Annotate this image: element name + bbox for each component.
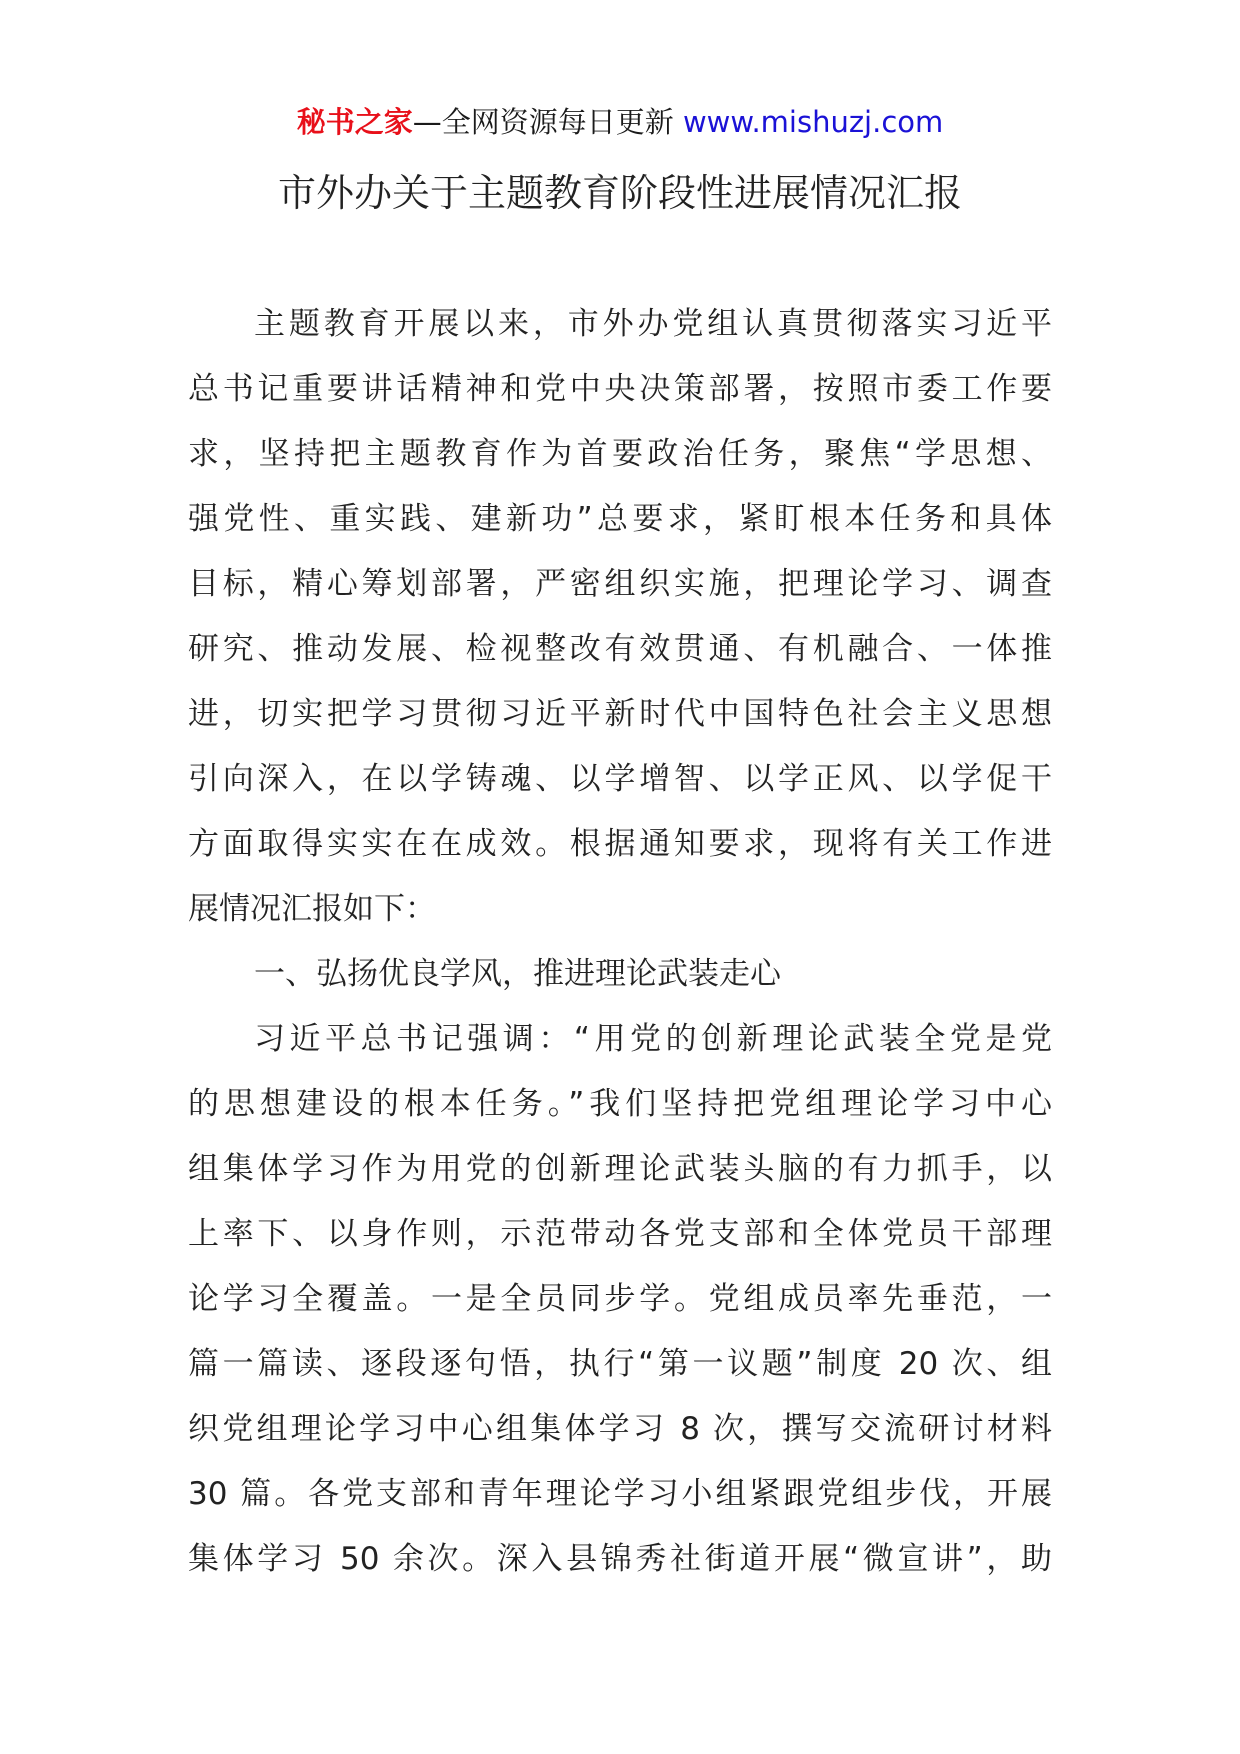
paragraph-line: 论学习全覆盖。一是全员同步学。党组成员率先垂范，一 [188, 1281, 1052, 1317]
site-url-link[interactable]: www.mishuzj.com [682, 105, 944, 139]
paragraph-line: 集体学习 50 余次。深入县锦秀社街道开展“微宣讲”，助 [188, 1541, 1052, 1577]
paragraph-line: 引向深入，在以学铸魂、以学增智、以学正风、以学促干 [188, 761, 1052, 797]
paragraph-line: 进，切实把学习贯彻习近平新时代中国特色社会主义思想 [188, 696, 1052, 732]
paragraph-line: 30 篇。各党支部和青年理论学习小组紧跟党组步伐，开展 [188, 1476, 1052, 1512]
paragraph-line: 方面取得实实在在成效。根据通知要求，现将有关工作进 [188, 826, 1052, 862]
paragraph-line: 上率下、以身作则，示范带动各党支部和全体党员干部理 [188, 1216, 1052, 1252]
paragraph-line: 目标，精心筹划部署，严密组织实施，把理论学习、调查 [188, 566, 1052, 602]
paragraph-line: 研究、推动发展、检视整改有效贯通、有机融合、一体推 [188, 631, 1052, 667]
site-tagline: —全网资源每日更新 [412, 105, 683, 139]
paragraph-line: 组集体学习作为用党的创新理论武装头脑的有力抓手，以 [188, 1151, 1052, 1187]
paragraph-intro [188, 292, 1052, 942]
paragraph-line: 展情况汇报如下： [188, 891, 436, 927]
paragraph-line: 习近平总书记强调：“用党的创新理论武装全党是党 [254, 1021, 1052, 1057]
paragraph-line: 织党组理论学习中心组集体学习 8 次，撰写交流研讨材料 [188, 1411, 1052, 1447]
paragraph-line: 强党性、重实践、建新功”总要求，紧盯根本任务和具体 [188, 501, 1052, 537]
paragraph-line: 求，坚持把主题教育作为首要政治任务，聚焦“学思想、 [188, 436, 1052, 472]
paragraph-line: 篇一篇读、逐段逐句悟，执行“第一议题”制度 20 次、组 [188, 1346, 1052, 1382]
document-title: 市外办关于主题教育阶段性进展情况汇报 [277, 171, 962, 215]
paragraph-line: 的思想建设的根本任务。”我们坚持把党组理论学习中心 [188, 1086, 1052, 1122]
paragraph-line: 总书记重要讲话精神和党中央决策部署，按照市委工作要 [188, 371, 1052, 407]
document-body [188, 292, 1052, 1592]
section-heading: 一、弘扬优良学风，推进理论武装走心 [254, 956, 781, 992]
site-brand: 秘书之家 [296, 105, 413, 139]
site-header [0, 100, 1240, 144]
paragraph-line: 主题教育开展以来，市外办党组认真贯彻落实习近平 [254, 306, 1052, 342]
paragraph-theory-study [188, 1007, 1052, 1592]
